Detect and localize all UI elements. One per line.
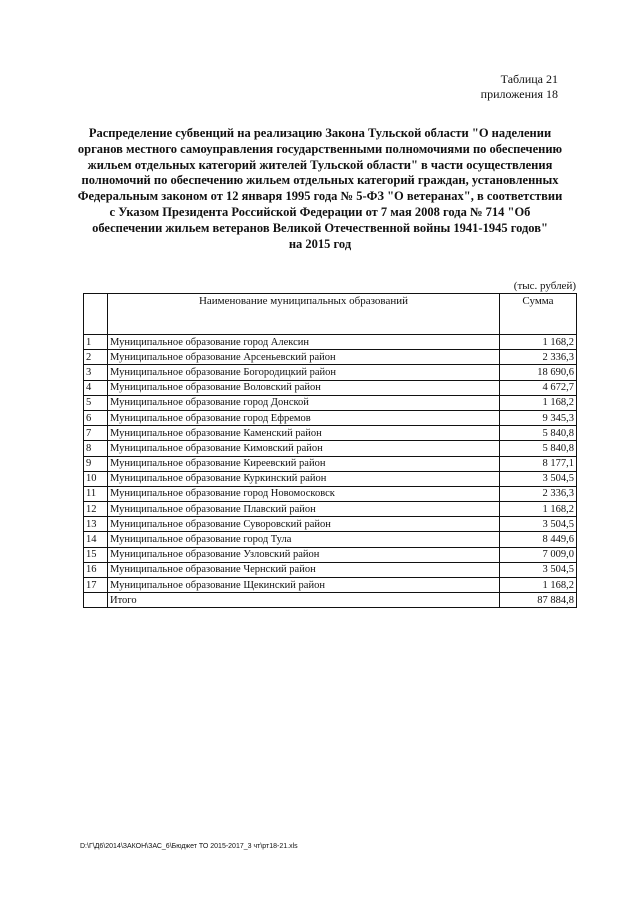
row-sum-cell: 1 168,2	[500, 395, 577, 410]
row-sum-cell: 1 168,2	[500, 502, 577, 517]
row-sum-cell: 2 336,3	[500, 350, 577, 365]
table-row	[84, 350, 577, 365]
row-number-cell: 1	[84, 335, 108, 350]
row-name-cell: Муниципальное образование город Ефремов	[108, 410, 500, 425]
row-sum-cell: 3 504,5	[500, 517, 577, 532]
title-line: полномочий по обеспечению жильем отдельных категорий граждан, установленных	[81, 173, 559, 188]
row-sum-cell: 2 336,3	[500, 486, 577, 501]
row-name-cell: Муниципальное образование Чернский район	[108, 562, 500, 577]
row-number-cell: 14	[84, 532, 108, 547]
row-name-cell: Муниципальное образование Суворовский район	[108, 517, 500, 532]
row-name-cell: Муниципальное образование Узловский район	[108, 547, 500, 562]
table-header-row	[84, 294, 577, 335]
allocation-table	[83, 293, 577, 608]
title-line: Федеральным законом от 12 января 1995 года № 5-ФЗ "О ветеранах", в соответствии	[77, 189, 563, 204]
row-sum-cell: 9 345,3	[500, 410, 577, 425]
row-number-cell: 7	[84, 426, 108, 441]
total-sum-cell: 87 884,8	[500, 593, 577, 608]
table-label: Таблица 21	[500, 72, 558, 86]
row-name-cell: Муниципальное образование Куркинский район	[108, 471, 500, 486]
table-row	[84, 441, 577, 456]
row-number-cell: 11	[84, 486, 108, 501]
row-sum-cell: 1 168,2	[500, 578, 577, 593]
row-name-cell: Муниципальное образование город Тула	[108, 532, 500, 547]
header-num-cell	[84, 294, 108, 335]
header-sum-cell: Сумма	[500, 294, 577, 335]
table-row	[84, 335, 577, 350]
table-row	[84, 410, 577, 425]
row-number-cell: 3	[84, 365, 108, 380]
row-number-cell: 13	[84, 517, 108, 532]
table-row	[84, 502, 577, 517]
row-name-cell: Муниципальное образование город Алексин	[108, 335, 500, 350]
row-number-cell: 2	[84, 350, 108, 365]
title-line: с Указом Президента Российской Федерации от 7 мая 2008 года № 714 "Об	[109, 204, 531, 219]
table-row	[84, 365, 577, 380]
row-sum-cell: 18 690,6	[500, 365, 577, 380]
row-number-cell: 8	[84, 441, 108, 456]
table-row	[84, 395, 577, 410]
row-number-cell: 6	[84, 410, 108, 425]
row-number-cell: 15	[84, 547, 108, 562]
row-sum-cell: 3 504,5	[500, 562, 577, 577]
row-name-cell: Муниципальное образование Богородицкий район	[108, 365, 500, 380]
total-label-cell: Итого	[108, 593, 500, 608]
row-sum-cell: 3 504,5	[500, 471, 577, 486]
table-row	[84, 380, 577, 395]
title-line: на 2015 год	[288, 236, 352, 251]
table-row	[84, 486, 577, 501]
row-sum-cell: 8 177,1	[500, 456, 577, 471]
table-row	[84, 471, 577, 486]
units-label: (тыс. рублей)	[513, 280, 576, 292]
title-line: Распределение субвенций на реализацию Закона Тульской области "О наделении	[88, 126, 552, 140]
row-number-cell: 16	[84, 562, 108, 577]
table-row	[84, 547, 577, 562]
title-line: обеспечении жильем ветеранов Великой Отечественной войны 1941-1945 годов"	[92, 220, 548, 235]
table-row	[84, 562, 577, 577]
row-name-cell: Муниципальное образование Щекинский район	[108, 578, 500, 593]
title-line: жильем отдельных категорий жителей Тульской области" в части осуществления	[87, 157, 553, 172]
document-title	[70, 126, 570, 252]
header-name-cell: Наименование муниципальных образований	[108, 294, 500, 335]
table-caption	[481, 72, 558, 102]
table-row	[84, 578, 577, 593]
row-name-cell: Муниципальное образование город Новомосковск	[108, 486, 500, 501]
total-row	[84, 593, 577, 608]
total-num-cell	[84, 593, 108, 608]
title-line: органов местного самоуправления государственными полномочиями по обеспечению	[77, 141, 563, 156]
file-path-footer: D:\Г\Д6\2014\ЗАКОН\ЗАС_6\Бюджет ТО 2015-2017_3 чт\рт18-21.xls	[80, 843, 298, 850]
row-name-cell: Муниципальное образование Плавский район	[108, 502, 500, 517]
appendix-label: приложения 18	[480, 87, 558, 101]
row-sum-cell: 5 840,8	[500, 441, 577, 456]
row-number-cell: 5	[84, 395, 108, 410]
row-name-cell: Муниципальное образование город Донской	[108, 395, 500, 410]
row-sum-cell: 4 672,7	[500, 380, 577, 395]
row-number-cell: 9	[84, 456, 108, 471]
row-sum-cell: 8 449,6	[500, 532, 577, 547]
table-row	[84, 517, 577, 532]
row-sum-cell: 7 009,0	[500, 547, 577, 562]
row-name-cell: Муниципальное образование Каменский район	[108, 426, 500, 441]
table-row	[84, 426, 577, 441]
row-name-cell: Муниципальное образование Воловский район	[108, 380, 500, 395]
row-sum-cell: 5 840,8	[500, 426, 577, 441]
row-sum-cell: 1 168,2	[500, 335, 577, 350]
row-name-cell: Муниципальное образование Киреевский район	[108, 456, 500, 471]
row-name-cell: Муниципальное образование Кимовский район	[108, 441, 500, 456]
row-number-cell: 17	[84, 578, 108, 593]
row-number-cell: 4	[84, 380, 108, 395]
row-number-cell: 10	[84, 471, 108, 486]
table-row	[84, 456, 577, 471]
row-name-cell: Муниципальное образование Арсеньевский район	[108, 350, 500, 365]
row-number-cell: 12	[84, 502, 108, 517]
table-row	[84, 532, 577, 547]
